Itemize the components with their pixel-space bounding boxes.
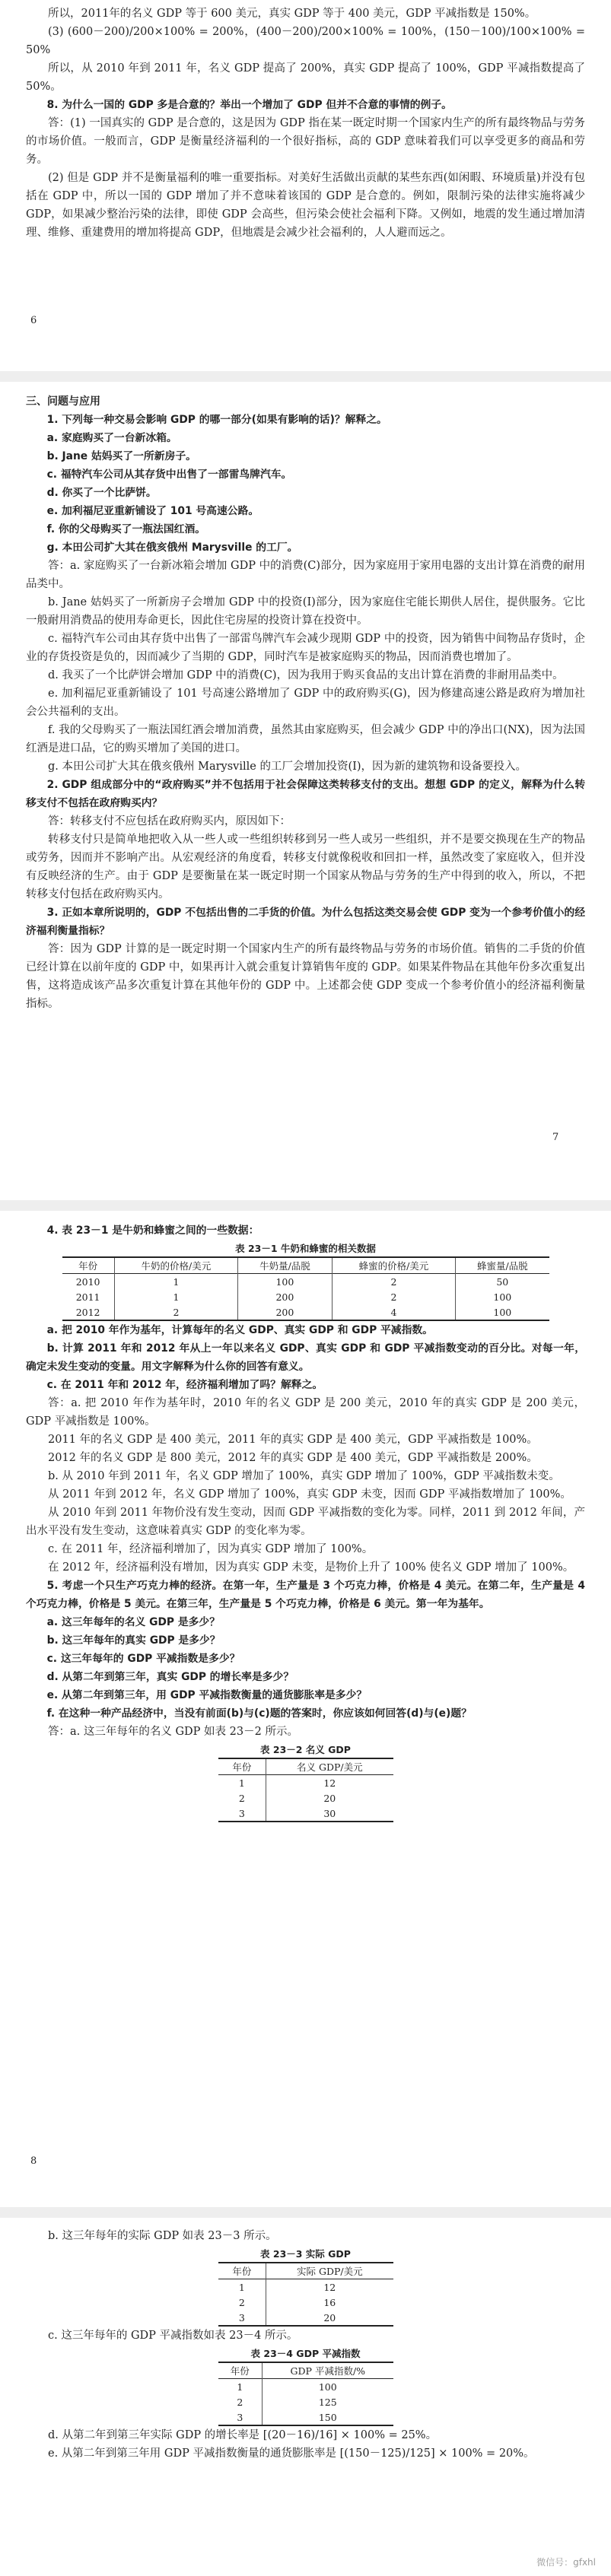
watermark: 微信号：gfxhl <box>536 2557 596 2568</box>
q5-item: e. 从第二年到第三年，用 GDP 平减指数衡量的通货膨胀率是多少？ <box>46 1689 368 1701</box>
page-1 <box>0 5 611 242</box>
answer-8-2: (2) 但是 GDP 并不是衡量福利的唯一重要指标。对美好生活做出贡献的某些东西(如闲暇、环境质量)并没有包括在 GDP 中，所以一国的 GDP 增加了并不意味着该国的 GDP 是合意的。例如，限制污染的法律实施将减少 GDP，如果减少整治污染的法律，即使 GDP 会高些，但污染会使社会福利下降。又例如，地震的发生通过增加清理、维修、重建费用的增加将提高 GDP，但地震是会减少社会福利的，人人避而远之。 <box>26 172 585 239</box>
cell: 200 <box>238 1289 333 1304</box>
col-header: 名义 GDP/美元 <box>266 1758 393 1775</box>
q4-item: b. 计算 2011 年和 2012 年从上一年以来名义 GDP、真实 GDP 和 GDP 平减指数变动的百分比。对每一年，确定未发生变动的变量。用文字解释为什么你的回答有意义。 <box>26 1342 585 1373</box>
page-number: 6 <box>30 315 37 326</box>
col-header: 年份 <box>218 2263 266 2279</box>
col-header: GDP 平减指数/% <box>263 2362 393 2379</box>
col-header: 年份 <box>218 2362 263 2379</box>
para: 所以，从 2010 年到 2011 年，名义 GDP 提高了 200%，真实 GDP 提高了 100%，GDP 平减指数提高了 50%。 <box>26 62 585 93</box>
question-3: 3. 正如本章所说明的，GDP 不包括出售的二手货的价值。为什么包括这类交易会使 GDP 变为一个参考价值小的经济福利衡量指标？ <box>26 907 585 937</box>
q1-item: c. 福特汽车公司从其存货中出售了一部雷鸟牌汽车。 <box>46 469 292 481</box>
col-header: 年份 <box>62 1257 115 1274</box>
q4-answer: 在 2012 年，经济福利没有增加，因为真实 GDP 未变，是物价上升了 100% 使名义 GDP 增加了 100%。 <box>48 1561 574 1574</box>
cell: 30 <box>266 1806 393 1822</box>
cell: 100 <box>456 1289 549 1304</box>
q4-answer: b. 从 2010 年到 2011 年，名义 GDP 增加了 100%，真实 GDP 增加了 100%，GDP 平减指数未变。 <box>48 1470 560 1482</box>
page-3 <box>0 1221 611 1822</box>
page-divider <box>0 371 611 382</box>
q1-answer: 答：a. 家庭购买了一台新冰箱会增加 GDP 中的消费(C)部分，因为家庭用于家用电器的支出计算在消费的耐用品类中。 <box>26 560 585 590</box>
q1-item: f. 你的父母购买了一瓶法国红酒。 <box>46 523 206 535</box>
page-number: 8 <box>30 2155 37 2167</box>
table-row <box>218 2295 393 2310</box>
table1-caption: 表 23－1 牛奶和蜂蜜的相关数据 <box>235 1243 376 1254</box>
q1-item: g. 本田公司扩大其在俄亥俄州 Marysville 的工厂。 <box>46 542 298 554</box>
q5-answer-c: c. 这三年每年的 GDP 平减指数如表 23－4 所示。 <box>48 2330 298 2342</box>
q5-item: d. 从第二年到第三年，真实 GDP 的增长率是多少？ <box>46 1671 294 1683</box>
q4-answer: 从 2010 年到 2011 年物价没有发生变动，因而 GDP 平减指数的变化为零。同样，2011 到 2012 年间，产出水平没有发生变动，这意味着真实 GDP 的变化率为零。 <box>26 1507 585 1537</box>
q1-answer: d. 我买了一个比萨饼会增加 GDP 中的消费(C)，因为我用于购买食品的支出计算在消费的非耐用品类中。 <box>48 669 564 681</box>
cell: 2010 <box>62 1274 115 1290</box>
answer-2: 答：转移支付不应包括在政府购买内，原因如下： <box>48 815 291 827</box>
q1-item: a. 家庭购买了一台新冰箱。 <box>46 432 177 444</box>
milk-honey-table <box>62 1256 549 1321</box>
cell: 1 <box>218 2279 266 2295</box>
cell: 100 <box>238 1274 333 1290</box>
table-row <box>218 2394 393 2409</box>
cell: 1 <box>218 1775 266 1791</box>
q5-item: b. 这三年每年的真实 GDP 是多少？ <box>46 1634 221 1647</box>
cell: 1 <box>114 1274 237 1290</box>
cell: 20 <box>266 1790 393 1806</box>
cell: 20 <box>266 2310 393 2326</box>
para: (3) (600－200)/200×100% = 200%，(400－200)/200×100% = 100%，(150－100)/100×100% = 50% <box>26 26 585 56</box>
real-gdp-table <box>218 2262 393 2327</box>
col-header: 实际 GDP/美元 <box>266 2263 393 2279</box>
q4-answer: 从 2011 年到 2012 年，名义 GDP 增加了 100%，真实 GDP 未变，因而 GDP 平减指数增加了 100%。 <box>48 1488 571 1501</box>
table-row <box>218 1806 393 1822</box>
q4-answer: 答：a. 把 2010 年作为基年时，2010 年的名义 GDP 是 200 美元，2010 年的真实 GDP 是 200 美元，GDP 平减指数是 100%。 <box>26 1397 585 1428</box>
q1-answer: f. 我的父母购买了一瓶法国红酒会增加消费，虽然其由家庭购买，但会减少 GDP 中的净出口(NX)，因为法国红酒是进口品，它的购买增加了美国的进口。 <box>26 724 585 754</box>
page-divider <box>0 1200 611 1211</box>
col-header: 牛奶的价格/美元 <box>114 1257 237 1274</box>
cell: 2 <box>332 1274 455 1290</box>
cell: 2 <box>332 1289 455 1304</box>
cell: 100 <box>263 2379 393 2395</box>
answer-2: 转移支付只是简单地把收入从一些人或一些组织转移到另一些人或另一些组织，并不是要交换现在生产的物品或劳务，因而并不影响产出。从宏观经济的角度看，转移支付就像税收和回扣一样，虽然改变了家庭收入，但并没有反映经济的生产。由于 GDP 是要衡量在某一既定时期一个国家从物品与劳务的生产中得到的收入，所以，不把转移支付包括在政府购买内。 <box>26 834 585 900</box>
col-header: 蜂蜜的价格/美元 <box>332 1257 455 1274</box>
cell: 150 <box>263 2409 393 2425</box>
table-row <box>62 1289 549 1304</box>
cell: 50 <box>456 1274 549 1290</box>
cell: 3 <box>218 2310 266 2326</box>
cell: 12 <box>266 1775 393 1791</box>
cell: 125 <box>263 2394 393 2409</box>
q4-answer: 2012 年的名义 GDP 是 800 美元，2012 年的真实 GDP 是 400 美元，GDP 平减指数是 200%。 <box>48 1452 538 1464</box>
cell: 2011 <box>62 1289 115 1304</box>
cell: 1 <box>218 2379 263 2395</box>
q1-answer: c. 福特汽车公司由其存货中出售了一部雷鸟牌汽车会减少现期 GDP 中的投资，因为销售中间物品存货时，企业的存货投资是负的，因而减少了当期的 GDP，同时汽车是被家庭购买的物品，因而消费也增加了。 <box>26 633 585 663</box>
question-8: 8. 为什么一国的 GDP 多是合意的？举出一个增加了 GDP 但并不合意的事情的例子。 <box>46 99 452 111</box>
cell: 2012 <box>62 1304 115 1320</box>
col-header: 蜂蜜量/品脱 <box>456 1257 549 1274</box>
q5-item: f. 在这种一种产品经济中，当没有前面(b)与(c)题的答案时，你应该如何回答(d)与(e)题？ <box>46 1707 472 1720</box>
q1-answer: g. 本田公司扩大其在俄亥俄州 Marysville 的工厂会增加投资(I)，因为新的建筑物和设备要投入。 <box>48 761 527 773</box>
q4-answer: 2011 年的名义 GDP 是 400 美元，2011 年的真实 GDP 是 400 美元，GDP 平减指数是 100%。 <box>48 1434 538 1446</box>
page-2 <box>0 392 611 1013</box>
para: 所以，2011年的名义 GDP 等于 600 美元，真实 GDP 等于 400 美元，GDP 平减指数是 150%。 <box>48 8 536 20</box>
answer-8-1: 答：(1) 一国真实的 GDP 是合意的，这是因为 GDP 指在某一既定时期一个国家内生产的所有最终物品与劳务的市场价值。一般而言，GDP 是衡量经济福利的一个很好指标，高的 GDP 意味着我们可以享受更多的商品和劳务。 <box>26 117 585 166</box>
col-header: 牛奶量/品脱 <box>238 1257 333 1274</box>
cell: 2 <box>218 2394 263 2409</box>
table-row <box>62 1304 549 1320</box>
q1-item: d. 你买了一个比萨饼。 <box>46 487 157 499</box>
cell: 3 <box>218 1806 266 1822</box>
table-row <box>218 2279 393 2295</box>
q4-item: a. 把 2010 年作为基年，计算每年的名义 GDP、真实 GDP 和 GDP 平减指数。 <box>46 1324 433 1336</box>
nominal-gdp-table <box>218 1758 393 1822</box>
page-divider <box>0 2207 611 2218</box>
question-4: 4. 表 23－1 是牛奶和蜂蜜之间的一些数据： <box>46 1224 259 1237</box>
q5-answer-e: e. 从第二年到第三年用 GDP 平减指数衡量的通货膨胀率是 [(150－125)/125] × 100% = 20%。 <box>48 2447 535 2460</box>
q1-answer: b. Jane 姑妈买了一所新房子会增加 GDP 中的投资(I)部分，因为家庭住宅能长期供人居住，提供服务。它比一般耐用消费品的使用寿命更长，因此住宅房屋的投资计算在投资中。 <box>26 596 585 627</box>
gdp-deflator-table <box>218 2362 393 2426</box>
q5-item: c. 这三年每年的 GDP 平减指数是多少？ <box>46 1653 240 1665</box>
q4-answer: c. 在 2011 年，经济福利增加了，因为真实 GDP 增加了 100%。 <box>48 1543 374 1555</box>
table-row <box>218 2409 393 2425</box>
cell: 16 <box>266 2295 393 2310</box>
cell: 3 <box>218 2409 263 2425</box>
question-2: 2. GDP 组成部分中的“政府购买”并不包括用于社会保障这类转移支付的支出。想想 GDP 的定义，解释为什么转移支付不包括在政府购买内？ <box>26 779 585 809</box>
table2-caption: 表 23－2 名义 GDP <box>260 1744 351 1755</box>
cell: 2 <box>114 1304 237 1320</box>
page-4 <box>0 2227 611 2463</box>
table4-caption: 表 23－4 GDP 平减指数 <box>250 2348 361 2359</box>
cell: 4 <box>332 1304 455 1320</box>
cell: 12 <box>266 2279 393 2295</box>
cell: 1 <box>114 1289 237 1304</box>
q5-answer-b: b. 这三年每年的实际 GDP 如表 23－3 所示。 <box>48 2230 277 2242</box>
page-number: 7 <box>552 1132 559 1143</box>
q4-item: c. 在 2011 年和 2012 年，经济福利增加了吗？解释之。 <box>46 1379 323 1391</box>
q1-item: b. Jane 姑妈买了一所新房子。 <box>46 450 196 462</box>
cell: 100 <box>456 1304 549 1320</box>
table-row <box>62 1274 549 1290</box>
q5-answer: 答：a. 这三年每年的名义 GDP 如表 23－2 所示。 <box>48 1726 298 1738</box>
table-row <box>218 2379 393 2395</box>
cell: 2 <box>218 1790 266 1806</box>
question-1: 1. 下列每一种交易会影响 GDP 的哪一部分(如果有影响的话)？解释之。 <box>46 414 387 426</box>
table3-caption: 表 23－3 实际 GDP <box>260 2248 351 2260</box>
table-row <box>218 2310 393 2326</box>
col-header: 年份 <box>218 1758 266 1775</box>
q1-item: e. 加利福尼亚重新铺设了 101 号高速公路。 <box>46 505 259 517</box>
cell: 200 <box>238 1304 333 1320</box>
question-5: 5. 考虑一个只生产巧克力棒的经济。在第一年，生产量是 3 个巧克力棒，价格是 4 美元。在第二年，生产量是 4 个巧克力棒，价格是 5 美元。在第三年，生产量是 5 个巧克力棒，价格是 6 美元。第一年为基年。 <box>26 1580 585 1610</box>
q5-answer-d: d. 从第二年到第三年实际 GDP 的增长率是 [(20－16)/16] × 100% = 25%。 <box>48 2429 438 2441</box>
table-row <box>218 1775 393 1791</box>
answer-3: 答：因为 GDP 计算的是一既定时期一个国家内生产的所有最终物品与劳务的市场价值。销售的二手货的价值已经计算在以前年度的 GDP 中，如果再计入就会重复计算销售年度的 GDP。如果某件物品在其他年份多次重复出售，这将造成该产品多次重复计算在其他年份的 GDP 中。上述都会使 GDP 变成一个参考价值小的经济福利衡量指标。 <box>26 943 585 1010</box>
table-row <box>218 1790 393 1806</box>
section-title: 三、问题与应用 <box>26 395 100 408</box>
q1-answer: e. 加利福尼亚重新铺设了 101 号高速公路增加了 GDP 中的政府购买(G)，因为修建高速公路是政府为增加社会公共福利的支出。 <box>26 688 585 718</box>
q5-item: a. 这三年每年的名义 GDP 是多少？ <box>46 1616 221 1628</box>
cell: 2 <box>218 2295 266 2310</box>
